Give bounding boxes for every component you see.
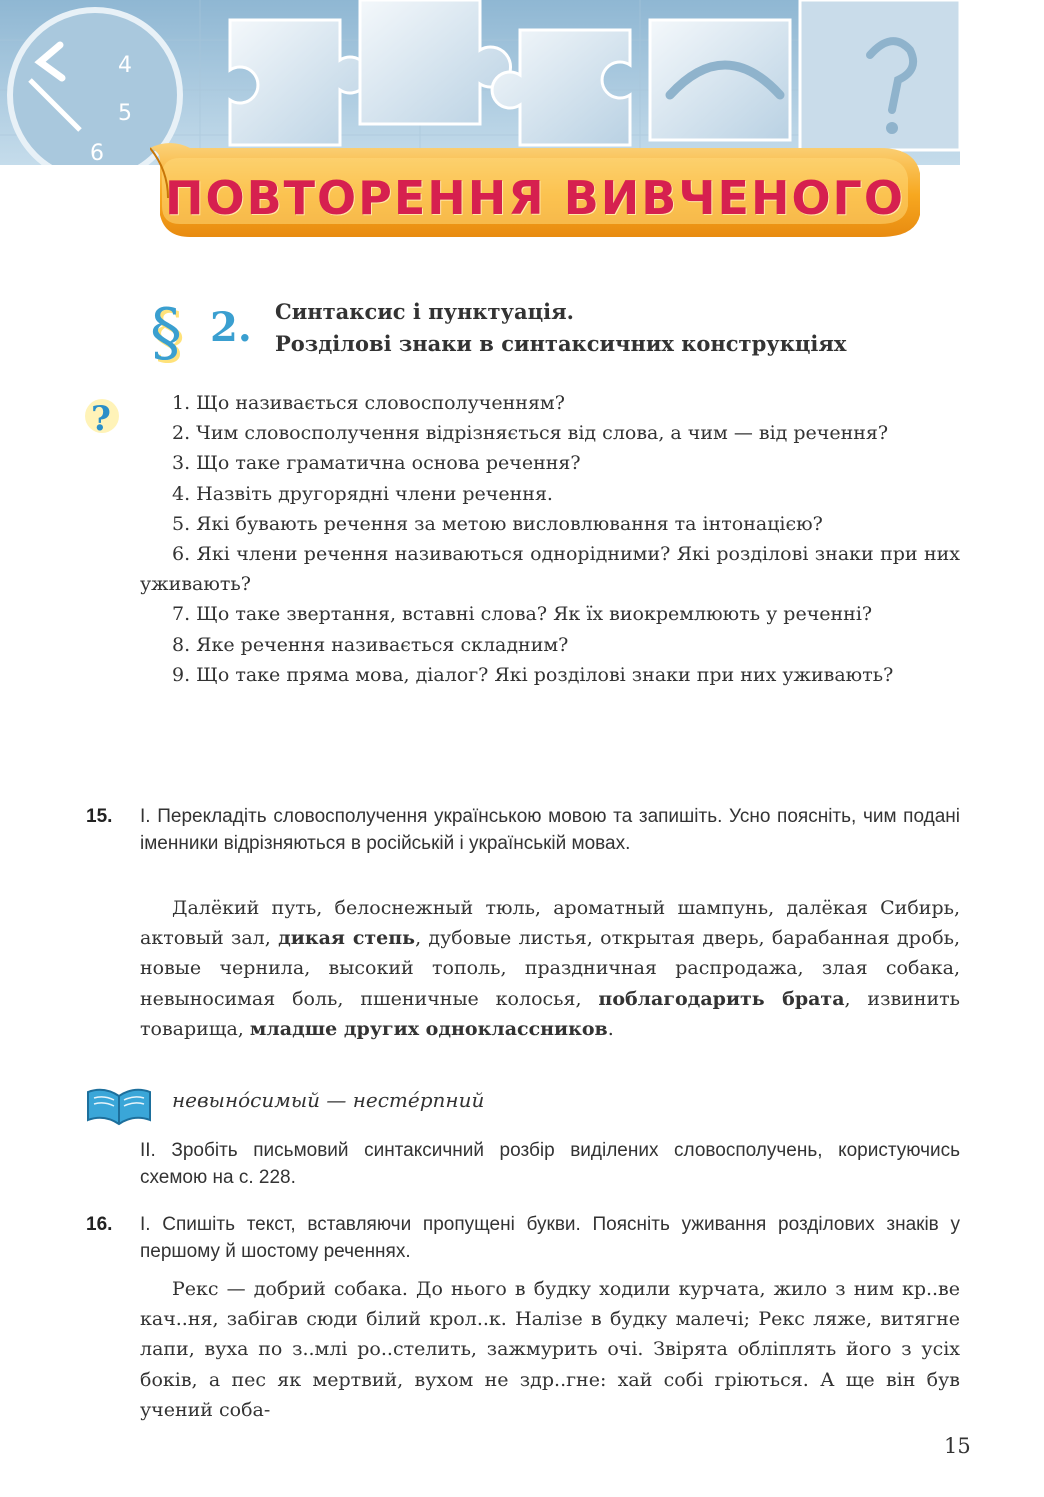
exercise-15-text xyxy=(140,893,960,1044)
exercise-16-story-text: Рекс — добрий собака. До нього в будку ходили курчата, жило з ним кр..ве кач..ня, забігав сюди білий крол..к. Налізе в будку малечі; Рекс ляже, витягне лапи, вуха по з..млі ро..стелить, зажмурить очі. Звірята обліплять його з усіх боків, а пес як мертвий, вухом не здр..гне: хай собі гріються. А ще він був учений соба- xyxy=(140,1278,960,1421)
exercise-16-task1 xyxy=(140,1212,960,1265)
section-title xyxy=(275,296,975,360)
section-title-line2: Розділові знаки в синтаксичних конструкціях xyxy=(275,331,847,356)
exercise-16-number: 16. xyxy=(86,1214,113,1235)
question-item: 5. Які бувають речення за метою висловлювання та інтонацією? xyxy=(172,512,823,535)
question-item: 4. Назвіть другорядні члени речення. xyxy=(172,482,553,505)
bold-phrase: младше других одноклассников xyxy=(249,1017,608,1040)
exercise-15-task2 xyxy=(140,1138,960,1191)
bold-phrase: дикая степь xyxy=(278,927,416,950)
exercise-15-task1-text: І. Перекладіть словосполучення українською мовою та запишіть. Усно поясніть, чим подані іменники відрізняються в російській і українській мовах. xyxy=(140,806,960,854)
section-number: 2. xyxy=(210,304,252,351)
bold-phrase: поблагодарить брата xyxy=(598,987,845,1010)
question-item: 3. Що таке граматична основа речення? xyxy=(172,452,581,475)
question-item: 9. Що таке пряма мова, діалог? Які розділові знаки при них уживають? xyxy=(172,663,894,686)
page-title: ПОВТОРЕННЯ ВИВЧЕНОГО xyxy=(165,171,905,225)
svg-text:4: 4 xyxy=(118,53,132,78)
question-mark-icon xyxy=(82,396,124,440)
svg-text:6: 6 xyxy=(90,141,104,165)
question-item: 7. Що таке звертання, вставні слова? Як їх виокремлюють у реченні? xyxy=(172,603,873,626)
exercise-15-task2-text: ІІ. Зробіть письмовий синтаксичний розбір виділених словосполучень, користуючись схемою на с. 228. xyxy=(140,1140,960,1188)
exercise-16-text xyxy=(140,1274,960,1425)
vocabulary-note: невыно́симый — нестéрпний xyxy=(172,1088,485,1112)
exercise-15-russian-phrases: Далёкий путь, белоснежный тюль, ароматный шампунь, далёкая Сибирь, актовый зал, дикая степь, дубовые листья, открытая дверь, барабанная дробь, новые чернила, высокий тополь, праздничная распродажа, злая собака, невыносимая боль, пшеничные колосья, поблагодарить брата, извинить товарища, младше других одноклассников. xyxy=(140,897,961,1040)
question-item: 1. Що називається словосполученням? xyxy=(172,392,565,414)
paragraph-sign-icon: § xyxy=(150,296,182,370)
page-number: 15 xyxy=(944,1434,971,1458)
dictionary-book-icon xyxy=(84,1086,154,1126)
section-title-line1: Синтаксис і пунктуація. xyxy=(275,299,574,324)
question-item: 8. Яке речення називається складним? xyxy=(172,633,569,656)
review-questions xyxy=(140,388,960,690)
exercise-15-task1 xyxy=(140,804,960,857)
svg-text:5: 5 xyxy=(118,101,132,126)
exercise-16-task1-text: І. Спишіть текст, вставляючи пропущені букви. Поясніть уживання розділових знаків у першому й шостому реченнях. xyxy=(140,1214,960,1262)
question-item: 2. Чим словосполучення відрізняється від слова, а чим — від речення? xyxy=(172,422,889,445)
question-item: 6. Які члени речення називаються однорідними? Які розділові знаки при них уживають? xyxy=(140,543,960,596)
exercise-15-number: 15. xyxy=(86,806,113,827)
svg-text:?: ? xyxy=(91,399,111,439)
